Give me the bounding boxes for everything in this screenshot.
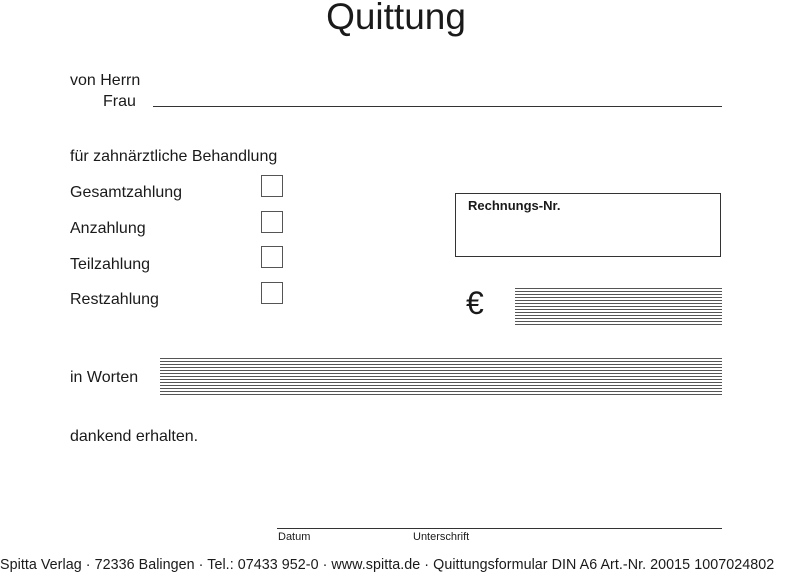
payment-type-label-down: Anzahlung	[70, 220, 146, 237]
treatment-label: für zahnärztliche Behandlung	[70, 148, 278, 165]
euro-icon: €	[466, 285, 484, 321]
form-title: Quittung	[326, 0, 466, 37]
date-label: Datum	[278, 531, 311, 543]
payment-type-label-full: Gesamtzahlung	[70, 184, 183, 201]
payer-label-herrn: von Herrn	[70, 72, 141, 89]
full-payment-checkbox[interactable]	[261, 175, 283, 197]
payer-label-frau: Frau	[103, 93, 136, 110]
received-text: dankend erhalten.	[70, 428, 199, 445]
amount-in-words-field[interactable]	[160, 358, 722, 396]
payer-name-field[interactable]	[153, 106, 722, 107]
signature-label: Unterschrift	[413, 531, 470, 543]
partial-payment-checkbox[interactable]	[261, 246, 283, 268]
date-signature-line[interactable]	[277, 528, 722, 529]
payment-type-label-remaining: Restzahlung	[70, 291, 159, 308]
in-words-label: in Worten	[70, 369, 139, 386]
publisher-footer: Spitta Verlag · 72336 Balingen · Tel.: 07433 952-0 · www.spitta.de · Quittungsformular DIN A6 Art.-Nr. 20015 1007024802	[0, 557, 775, 573]
remaining-payment-checkbox[interactable]	[261, 282, 283, 304]
invoice-number-label: Rechnungs-Nr.	[468, 198, 561, 213]
payment-type-label-partial: Teilzahlung	[70, 256, 151, 273]
down-payment-checkbox[interactable]	[261, 211, 283, 233]
amount-field[interactable]	[515, 288, 722, 325]
